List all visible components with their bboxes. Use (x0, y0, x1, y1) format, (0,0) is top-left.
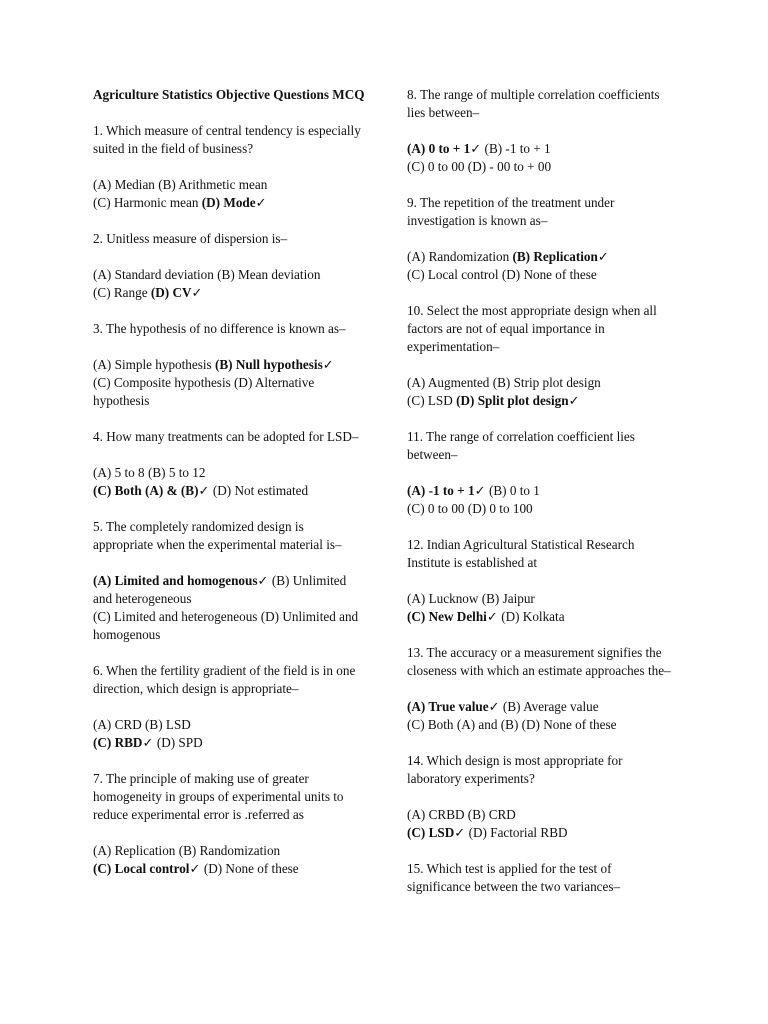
question-text: 12. Indian Agricultural Statistical Research Institute is established at (407, 537, 635, 570)
option-text: (A) -1 to + 1 (407, 483, 475, 498)
answer-option (407, 267, 597, 282)
question-text: 5. The completely randomized design is appropriate when the experimental material is– (93, 519, 342, 552)
correct-answer (215, 357, 334, 372)
option-text: (C) Local control (93, 861, 190, 876)
question-text: 6. When the fertility gradient of the field is in one direction, which design is appropriate– (93, 663, 356, 696)
answer-option (210, 483, 309, 498)
answer-option (93, 177, 155, 192)
answer-option (93, 267, 320, 282)
check-mark-icon: ✓ (189, 861, 201, 876)
option-text: (A) Lucknow (B) Jaipur (407, 591, 535, 606)
check-mark-icon: ✓ (322, 357, 334, 372)
option-line (93, 356, 365, 374)
correct-answer (93, 483, 210, 498)
check-mark-icon: ✓ (568, 393, 580, 408)
check-mark-icon: ✓ (198, 483, 210, 498)
option-text: (C) Limited and heterogeneous (D) Unlimited and homogenous (93, 609, 359, 642)
option-text: (A) Simple hypothesis (93, 357, 215, 372)
option-line (407, 698, 675, 716)
answer-options (93, 842, 365, 878)
option-line (407, 824, 675, 842)
option-line (93, 194, 365, 212)
option-line (93, 374, 365, 410)
option-text: (C) Composite hypothesis (D) Alternative hypothesis (93, 375, 315, 408)
correct-answer (407, 141, 481, 156)
answer-option (201, 861, 299, 876)
option-text: (D) CV (150, 285, 192, 300)
option-line (93, 482, 365, 500)
question-text: 2. Unitless measure of dispersion is– (93, 231, 288, 246)
correct-answer (456, 393, 580, 408)
question-text: 9. The repetition of the treatment under investigation is known as– (407, 195, 615, 228)
option-text: (D) Kolkata (497, 609, 565, 624)
check-mark-icon: ✓ (597, 249, 609, 264)
option-text: (B) 0 to 1 (485, 483, 540, 498)
option-text: (A) Augmented (B) Strip plot design (407, 375, 601, 390)
option-text: (C) 0 to 00 (D) - 00 to + 00 (407, 159, 552, 174)
option-text: (C) LSD (407, 393, 457, 408)
option-text: (B) -1 to + 1 (481, 141, 551, 156)
option-text: (D) Not estimated (209, 483, 309, 498)
answer-option (498, 609, 565, 624)
answer-option (500, 699, 599, 714)
option-line (407, 590, 675, 608)
option-line (407, 482, 675, 500)
question-text: 11. The range of correlation coefficient lies between– (407, 429, 635, 462)
option-line (93, 860, 365, 878)
answer-options (93, 716, 365, 752)
answer-options (93, 266, 365, 302)
answer-options (407, 806, 675, 842)
check-mark-icon: ✓ (255, 195, 267, 210)
answer-option (407, 717, 616, 732)
option-text: (D) None of these (200, 861, 299, 876)
correct-answer (407, 609, 498, 624)
option-text: (C) LSD (407, 825, 455, 840)
option-text: (B) Arithmetic mean (154, 177, 268, 192)
answer-option (93, 609, 358, 642)
option-text: (A) 5 to 8 (B) 5 to 12 (93, 465, 206, 480)
answer-option (407, 591, 535, 606)
option-text: (D) Split plot design (456, 393, 569, 408)
answer-option (93, 285, 151, 300)
answer-option (93, 465, 205, 480)
answer-option (407, 159, 551, 174)
answer-option (93, 357, 215, 372)
answer-option (93, 843, 280, 858)
check-mark-icon: ✓ (474, 483, 486, 498)
answer-options (407, 698, 675, 734)
option-text: (D) SPD (153, 735, 203, 750)
correct-answer (407, 483, 486, 498)
answer-option (93, 195, 202, 210)
answer-option (154, 735, 203, 750)
left-column (93, 86, 365, 896)
option-line (93, 464, 365, 482)
answer-options (407, 482, 675, 518)
question-text: 7. The principle of making use of greater homogeneity in groups of experimental units to reduce experimental error is .referred as (93, 771, 344, 822)
question-list-left (93, 122, 365, 878)
option-line (407, 140, 675, 158)
check-mark-icon: ✓ (470, 141, 482, 156)
option-line (407, 500, 675, 518)
question-text: 3. The hypothesis of no difference is known as– (93, 321, 346, 336)
option-line (93, 716, 365, 734)
option-line (93, 266, 365, 284)
option-text: (A) CRD (B) LSD (93, 717, 191, 732)
answer-option (93, 717, 191, 732)
correct-answer (151, 285, 203, 300)
correct-answer (93, 861, 201, 876)
option-text: (A) Median (93, 177, 155, 192)
option-text: (A) Replication (B) Randomization (93, 843, 281, 858)
option-line (407, 716, 675, 734)
option-line (93, 572, 365, 608)
question-text: 15. Which test is applied for the test of significance between the two variances– (407, 861, 621, 894)
option-text: (B) Null hypothesis (214, 357, 323, 372)
option-text: (A) Standard deviation (B) Mean deviation (93, 267, 321, 282)
correct-answer (202, 195, 267, 210)
answer-option (407, 501, 533, 516)
answer-option (407, 249, 512, 264)
question-text: 10. Select the most appropriate design when all factors are not of equal importance in experimentation– (407, 303, 657, 354)
option-line (93, 734, 365, 752)
option-text: (A) True value (407, 699, 489, 714)
check-mark-icon: ✓ (488, 699, 500, 714)
question-text: 14. Which design is most appropriate for laboratory experiments? (407, 753, 623, 786)
option-text: (C) RBD (93, 735, 143, 750)
check-mark-icon: ✓ (142, 735, 154, 750)
question-text: 4. How many treatments can be adopted for LSD– (93, 429, 359, 444)
option-text: (C) New Delhi (407, 609, 487, 624)
option-line (93, 284, 365, 302)
question-list-right (407, 86, 675, 896)
option-text: (A) 0 to + 1 (407, 141, 471, 156)
answer-options (93, 572, 365, 644)
option-line (93, 842, 365, 860)
question-text: 1. Which measure of central tendency is especially suited in the field of business? (93, 123, 361, 156)
option-text: (B) Replication (512, 249, 598, 264)
option-line (407, 374, 675, 392)
answer-option (486, 483, 540, 498)
answer-option (481, 141, 550, 156)
right-column (407, 86, 675, 914)
answer-options (93, 176, 365, 212)
question-text: 13. The accuracy or a measurement signifies the closeness with which an estimate approaches the– (407, 645, 671, 678)
check-mark-icon: ✓ (191, 285, 203, 300)
answer-options (93, 356, 365, 410)
option-text: (D) Factorial RBD (465, 825, 568, 840)
option-text: (C) 0 to 00 (D) 0 to 100 (407, 501, 533, 516)
option-text: (A) CRBD (B) CRD (407, 807, 516, 822)
option-line (407, 266, 675, 284)
answer-option (93, 375, 314, 408)
option-text: (C) Local control (D) None of these (407, 267, 597, 282)
answer-options (407, 590, 675, 626)
answer-options (93, 464, 365, 500)
option-line (407, 158, 675, 176)
option-line (407, 248, 675, 266)
option-text: (C) Both (A) & (B) (93, 483, 199, 498)
option-text: (C) Harmonic mean (93, 195, 202, 210)
option-text: (D) Mode (201, 195, 256, 210)
option-text: (A) Limited and homogenous (93, 573, 258, 588)
answer-options (407, 374, 675, 410)
answer-option (407, 807, 516, 822)
check-mark-icon: ✓ (486, 609, 498, 624)
option-line (407, 392, 675, 410)
answer-option (155, 177, 267, 192)
check-mark-icon: ✓ (257, 573, 269, 588)
option-line (407, 608, 675, 626)
option-text: (B) Unlimited and heterogeneous (93, 573, 347, 606)
option-text: (B) Average value (499, 699, 599, 714)
correct-answer (407, 825, 465, 840)
option-text: (C) Both (A) and (B) (D) None of these (407, 717, 617, 732)
correct-answer (93, 573, 269, 588)
option-line (93, 608, 365, 644)
answer-options (407, 248, 675, 284)
option-text: (A) Randomization (407, 249, 513, 264)
answer-options (407, 140, 675, 176)
option-line (93, 176, 365, 194)
option-line (407, 806, 675, 824)
correct-answer (407, 699, 500, 714)
option-text: (C) Range (93, 285, 151, 300)
correct-answer (93, 735, 154, 750)
correct-answer (512, 249, 608, 264)
page-title: Agriculture Statistics Objective Questions MCQ (93, 87, 365, 102)
answer-option (407, 393, 456, 408)
answer-option (465, 825, 567, 840)
check-mark-icon: ✓ (454, 825, 466, 840)
question-text: 8. The range of multiple correlation coefficients lies between– (407, 87, 660, 120)
answer-option (407, 375, 601, 390)
